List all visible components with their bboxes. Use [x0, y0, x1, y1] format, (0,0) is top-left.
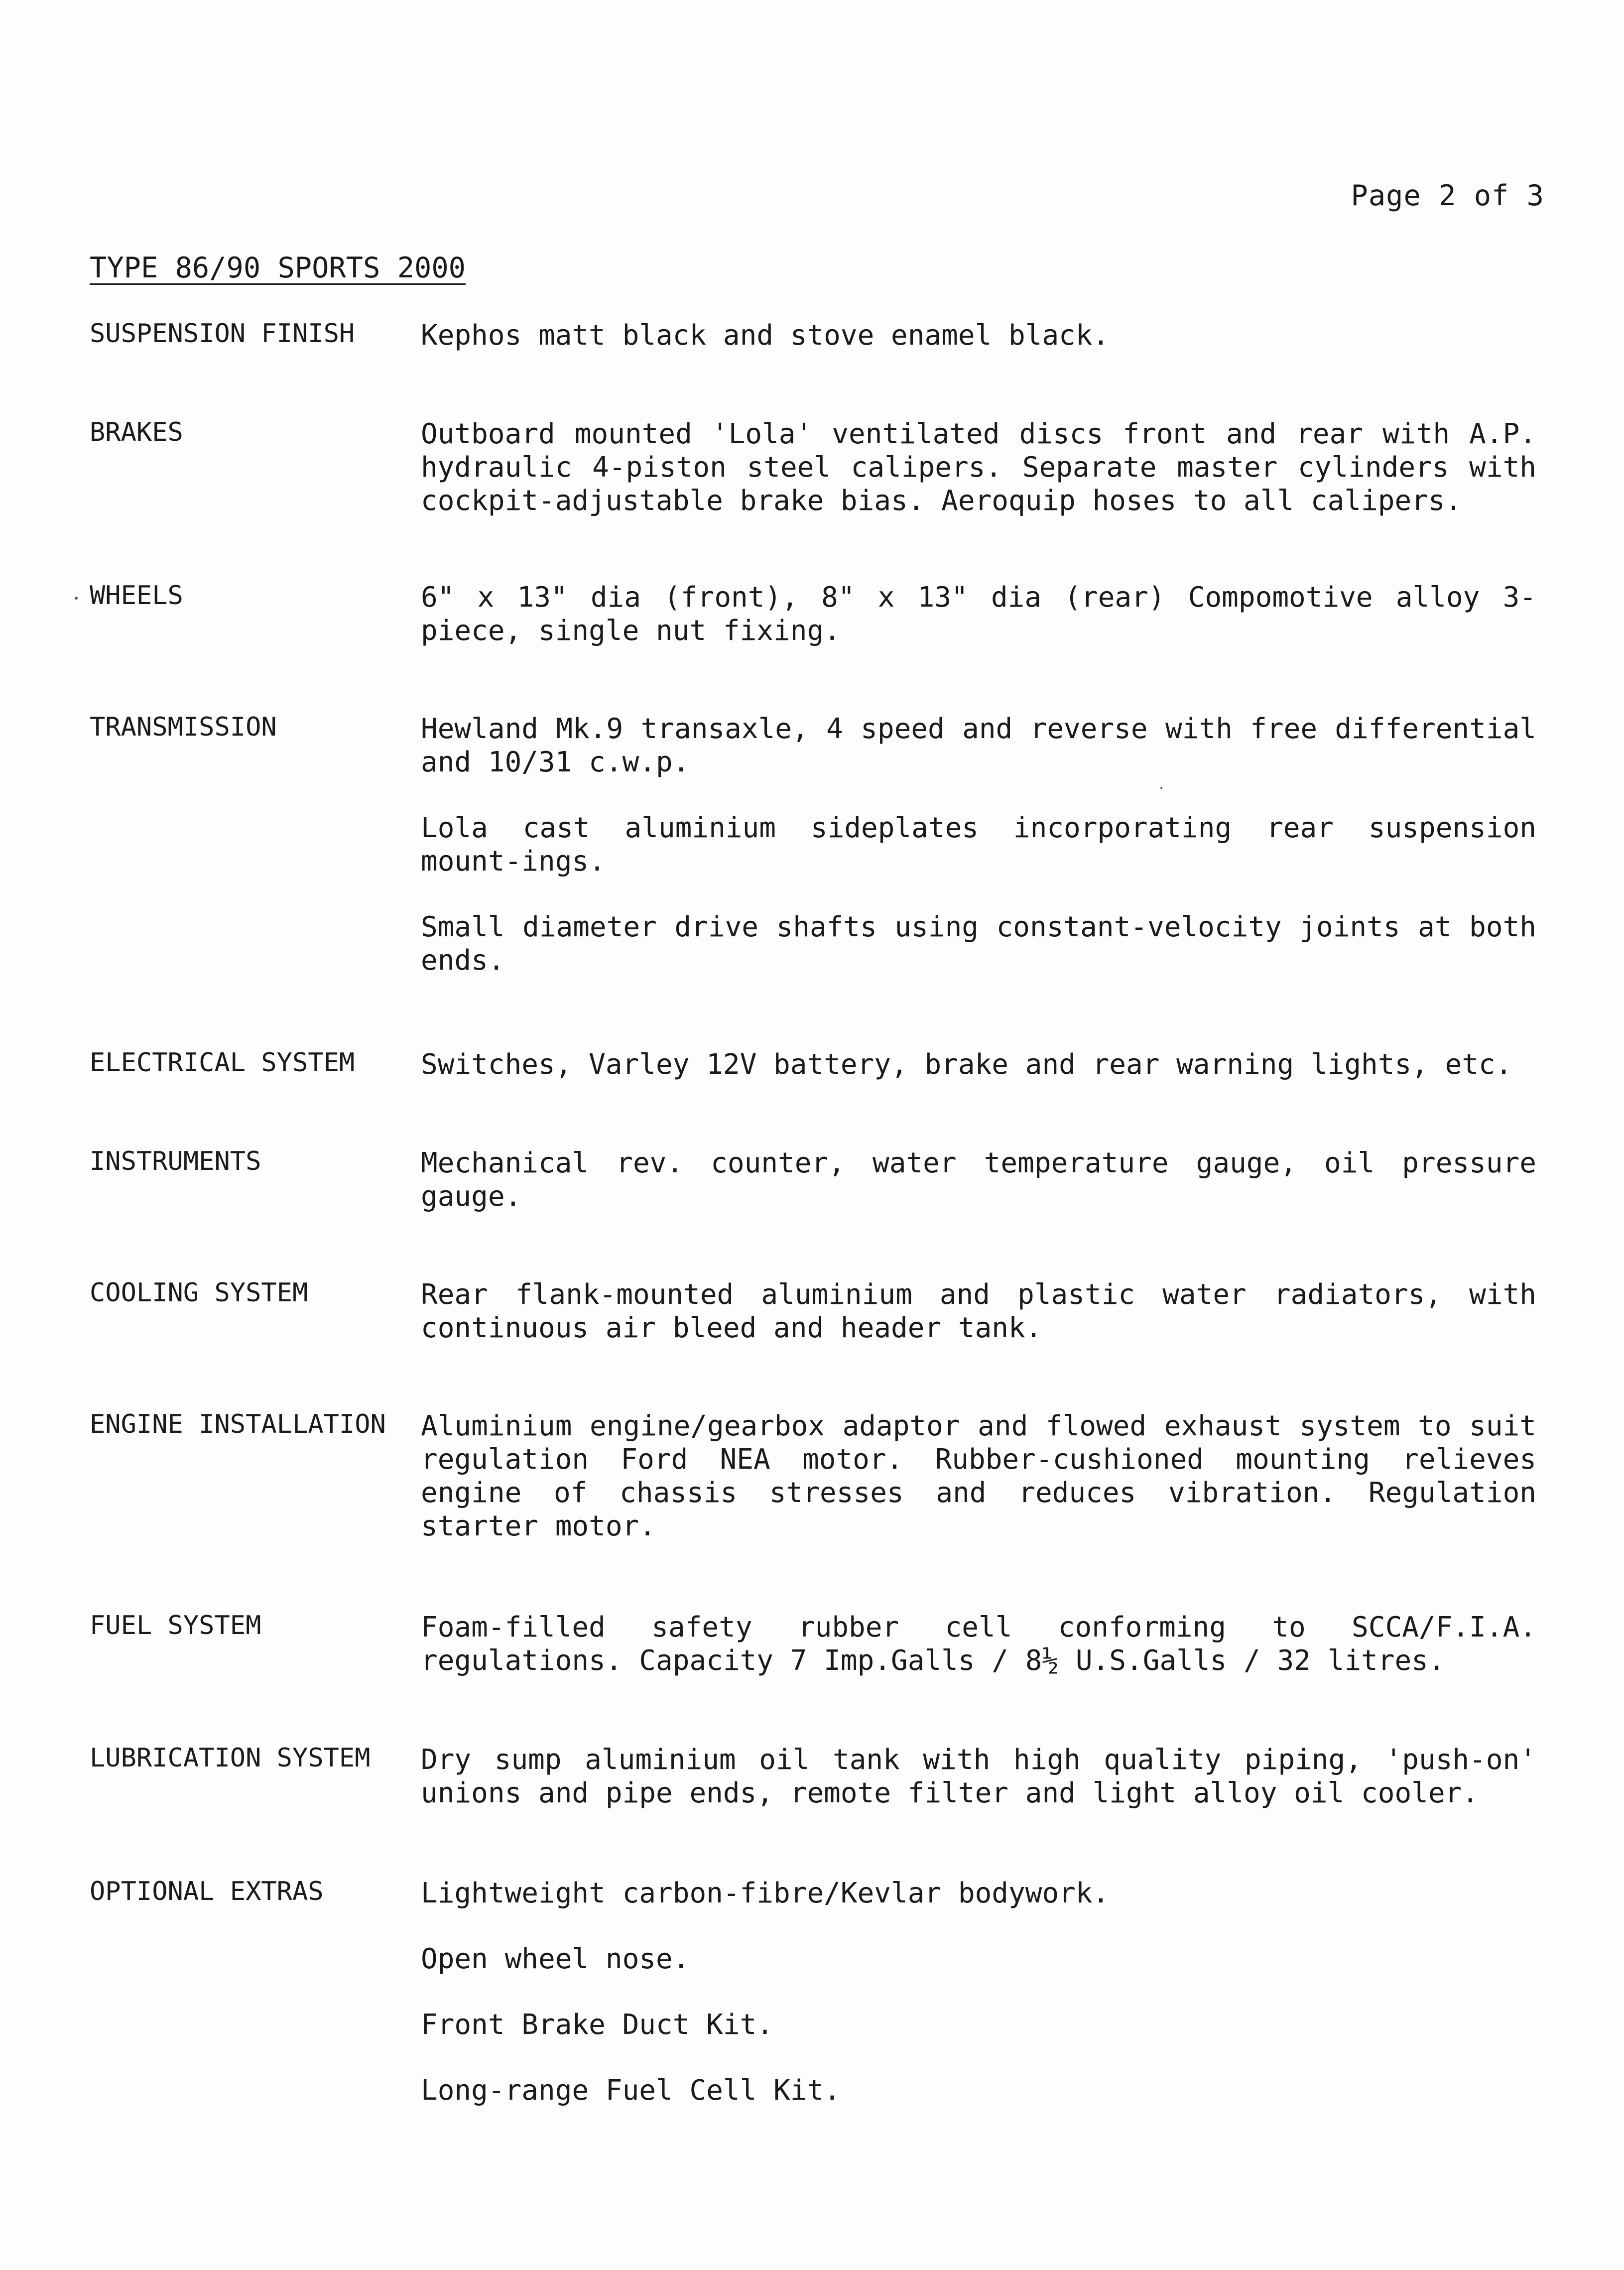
- section-body: [421, 1278, 1536, 1345]
- section-paragraph: Outboard mounted 'Lola' ventilated discs front and rear with A.P. hydraulic 4-piston steel calipers. Separate master cylinders with cockpit-adjustable brake bias. Aeroquip hoses to all calipers.: [421, 418, 1536, 517]
- section-paragraph: Small diameter drive shafts using constant-velocity joints at both ends.: [421, 911, 1536, 977]
- section-label: SUSPENSION FINISH: [90, 319, 355, 349]
- page-number: Page 2 of 3: [1351, 179, 1544, 212]
- section-body: [421, 712, 1536, 977]
- section-body: [421, 1409, 1536, 1543]
- section-body: [421, 581, 1536, 647]
- section-body: [421, 1146, 1536, 1213]
- section-label: COOLING SYSTEM: [90, 1278, 308, 1308]
- section-body: [421, 1048, 1536, 1081]
- section-paragraph: Kephos matt black and stove enamel black.: [421, 319, 1110, 352]
- section-paragraph: Foam-filled safety rubber cell conforming to SCCA/F.I.A. regulations. Capacity 7 Imp.Galls / 8½ U.S.Galls / 32 litres.: [421, 1611, 1536, 1677]
- section-paragraph: Mechanical rev. counter, water temperature gauge, oil pressure gauge.: [421, 1147, 1536, 1213]
- section-paragraph: Dry sump aluminium oil tank with high quality piping, 'push-on' unions and pipe ends, remote filter and light alloy oil cooler.: [421, 1744, 1536, 1809]
- section-paragraph: Lightweight carbon-fibre/Kevlar bodywork.: [421, 1877, 1110, 1909]
- section-body: [421, 1611, 1536, 1677]
- section-paragraph: Front Brake Duct Kit.: [421, 2009, 774, 2041]
- section-paragraph: Hewland Mk.9 transaxle, 4 speed and reverse with free differential and 10/31 c.w.p.: [421, 713, 1536, 778]
- section-paragraph: Rear flank-mounted aluminium and plastic water radiators, with continuous air bleed and header tank.: [421, 1278, 1536, 1344]
- section-paragraph: Long-range Fuel Cell Kit.: [421, 2074, 841, 2107]
- section-label: ENGINE INSTALLATION: [90, 1409, 386, 1439]
- section-label: BRAKES: [90, 417, 183, 447]
- section-label: OPTIONAL EXTRAS: [90, 1877, 324, 1906]
- section-label: INSTRUMENTS: [90, 1146, 261, 1176]
- section-paragraph: Aluminium engine/gearbox adaptor and flowed exhaust system to suit regulation Ford NEA motor. Rubber-cushioned mounting relieves engine of chassis stresses and reduces vibration. Regulation starter motor.: [421, 1410, 1536, 1542]
- section-body: [421, 1877, 1536, 2107]
- section-body: [421, 319, 1536, 352]
- section-label: WHEELS: [90, 581, 183, 611]
- section-paragraph: Open wheel nose.: [421, 1943, 690, 1975]
- scan-speck: [1160, 787, 1162, 789]
- section-paragraph: Lola cast aluminium sideplates incorporating rear suspension mount-ings.: [421, 812, 1536, 878]
- section-body: [421, 1743, 1536, 1810]
- section-label: TRANSMISSION: [90, 712, 277, 742]
- section-paragraph: 6" x 13" dia (front), 8" x 13" dia (rear) Compomotive alloy 3-piece, single nut fixing.: [421, 581, 1536, 647]
- section-label: LUBRICATION SYSTEM: [90, 1743, 371, 1773]
- section-paragraph: Switches, Varley 12V battery, brake and rear warning lights, etc.: [421, 1048, 1512, 1081]
- section-label: FUEL SYSTEM: [90, 1611, 261, 1640]
- section-body: [421, 417, 1536, 517]
- scan-speck: [75, 597, 78, 600]
- section-label: ELECTRICAL SYSTEM: [90, 1048, 355, 1078]
- document-title: TYPE 86/90 SPORTS 2000: [90, 252, 466, 284]
